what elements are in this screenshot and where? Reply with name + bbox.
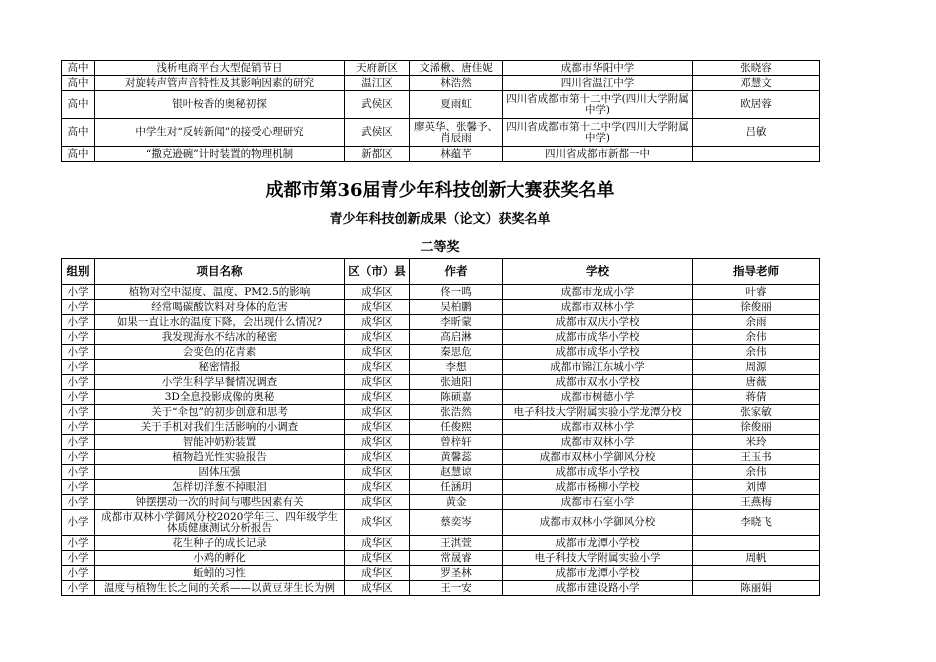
page-title: 成都市第36届青少年科技创新大赛获奖名单 [265, 180, 615, 201]
header-district: 区（市）县 [345, 259, 410, 285]
cell-teacher: 陈丽娟 [693, 581, 820, 596]
cell-teacher: 余伟 [693, 330, 820, 345]
second-prize-table [61, 258, 820, 596]
cell-author: 廖英华、张馨予、肖辰雨 [410, 119, 503, 147]
table-row [62, 390, 820, 405]
cell-district: 武侯区 [345, 119, 410, 147]
header-group: 组别 [62, 259, 95, 285]
cell-teacher: 张晓容 [693, 61, 820, 76]
table-row [62, 510, 820, 536]
cell-school: 成都市双林小学 [503, 300, 693, 315]
cell-project: 对旋转声管声音特性及其影响因素的研究 [95, 76, 345, 91]
cell-project: 智能冲奶粉装置 [95, 435, 345, 450]
cell-district: 成华区 [345, 345, 410, 360]
cell-project: 浅析电商平台大型促销节日 [95, 61, 345, 76]
cell-project: 中学生对“反转新闻”的接受心理研究 [95, 119, 345, 147]
cell-group: 高中 [62, 147, 95, 162]
cell-author: 黄馨蕊 [410, 450, 503, 465]
cell-group: 小学 [62, 465, 95, 480]
cell-project: 银叶桉香的奥秘初探 [95, 91, 345, 119]
cell-district: 成华区 [345, 315, 410, 330]
cell-school: 成都市石室小学 [503, 495, 693, 510]
cell-author: 张浩然 [410, 405, 503, 420]
table-row [62, 300, 820, 315]
cell-district: 成华区 [345, 510, 410, 536]
cell-teacher [693, 147, 820, 162]
cell-teacher: 叶睿 [693, 285, 820, 300]
cell-school: 成都市龙潭小学校 [503, 536, 693, 551]
cell-group: 高中 [62, 91, 95, 119]
cell-teacher: 余伟 [693, 345, 820, 360]
table-row [62, 495, 820, 510]
cell-project: 小鸡的孵化 [95, 551, 345, 566]
cell-district: 成华区 [345, 536, 410, 551]
cell-teacher: 邓慧文 [693, 76, 820, 91]
table-row [62, 420, 820, 435]
cell-school: 成都市龙潭小学校 [503, 566, 693, 581]
second-prize-table-body [62, 285, 820, 596]
cell-project: 钟摆摆动一次的时间与哪些因素有关 [95, 495, 345, 510]
cell-group: 小学 [62, 390, 95, 405]
cell-school: 成都市双林小学御风分校 [503, 450, 693, 465]
cell-author: 佟一鸣 [410, 285, 503, 300]
cell-district: 成华区 [345, 375, 410, 390]
cell-group: 小学 [62, 345, 95, 360]
cell-author: 罗圣林 [410, 566, 503, 581]
cell-district: 成华区 [345, 330, 410, 345]
cell-group: 小学 [62, 536, 95, 551]
cell-author: 林蕴芊 [410, 147, 503, 162]
cell-teacher: 余伟 [693, 465, 820, 480]
cell-project: 怎样切洋葱不掉眼泪 [95, 480, 345, 495]
cell-school: 成都市成华小学校 [503, 345, 693, 360]
cell-project: “撒克逊碗”计时装置的物理机制 [95, 147, 345, 162]
cell-author: 李想 [410, 360, 503, 375]
cell-author: 王一安 [410, 581, 503, 596]
cell-teacher [693, 536, 820, 551]
table-row [62, 480, 820, 495]
top-table-body [62, 61, 820, 162]
cell-school: 成都市杨柳小学校 [503, 480, 693, 495]
table-header-row [62, 259, 820, 285]
top-award-table [61, 60, 820, 162]
cell-author: 高启淋 [410, 330, 503, 345]
cell-author: 赵慧谅 [410, 465, 503, 480]
cell-group: 小学 [62, 581, 95, 596]
cell-group: 小学 [62, 480, 95, 495]
section-subtitle: 青少年科技创新成果（论文）获奖名单 [329, 212, 551, 227]
table-row [62, 91, 820, 119]
cell-group: 小学 [62, 551, 95, 566]
cell-author: 李昕蒙 [410, 315, 503, 330]
prize-level-heading: 二等奖 [420, 240, 460, 255]
cell-teacher: 周帆 [693, 551, 820, 566]
cell-district: 成华区 [345, 420, 410, 435]
cell-school: 四川省成都市新都一中 [503, 147, 693, 162]
cell-author: 文浠楸、唐佳妮 [410, 61, 503, 76]
cell-teacher: 周源 [693, 360, 820, 375]
cell-group: 小学 [62, 330, 95, 345]
cell-project: 3D全息投影成像的奥秘 [95, 390, 345, 405]
table-row [62, 61, 820, 76]
cell-school: 电子科技大学附属实验小学龙潭分校 [503, 405, 693, 420]
cell-school: 成都市建设路小学 [503, 581, 693, 596]
cell-group: 高中 [62, 61, 95, 76]
cell-district: 天府新区 [345, 61, 410, 76]
cell-district: 成华区 [345, 390, 410, 405]
cell-author: 曾梓轩 [410, 435, 503, 450]
cell-author: 任俊熙 [410, 420, 503, 435]
table-row [62, 147, 820, 162]
cell-district: 成华区 [345, 581, 410, 596]
table-row [62, 330, 820, 345]
cell-project: 经常喝碳酸饮料对身体的危害 [95, 300, 345, 315]
cell-group: 小学 [62, 495, 95, 510]
table-row [62, 551, 820, 566]
cell-project: 如果一直让水的温度下降，会出现什么情况? [95, 315, 345, 330]
cell-school: 成都市双林小学御风分校 [503, 510, 693, 536]
cell-group: 小学 [62, 405, 95, 420]
cell-school: 四川省成都市第十二中学(四川大学附属中学) [503, 119, 693, 147]
table-row [62, 315, 820, 330]
cell-group: 小学 [62, 375, 95, 390]
cell-district: 成华区 [345, 551, 410, 566]
cell-district: 成华区 [345, 480, 410, 495]
cell-teacher: 王燕梅 [693, 495, 820, 510]
cell-school: 成都市双林小学 [503, 420, 693, 435]
table-row [62, 285, 820, 300]
table-row [62, 119, 820, 147]
cell-district: 成华区 [345, 465, 410, 480]
table-row [62, 566, 820, 581]
cell-school: 成都市成华小学校 [503, 465, 693, 480]
cell-author: 黄金 [410, 495, 503, 510]
cell-district: 武侯区 [345, 91, 410, 119]
cell-group: 小学 [62, 300, 95, 315]
cell-project: 花生种子的成长记录 [95, 536, 345, 551]
table-row [62, 360, 820, 375]
cell-teacher: 张家敏 [693, 405, 820, 420]
cell-author: 常晟睿 [410, 551, 503, 566]
cell-group: 小学 [62, 435, 95, 450]
cell-author: 蔡奕岑 [410, 510, 503, 536]
cell-group: 高中 [62, 76, 95, 91]
cell-school: 成都市华阳中学 [503, 61, 693, 76]
cell-teacher [693, 566, 820, 581]
cell-group: 小学 [62, 566, 95, 581]
cell-author: 吴柏鹏 [410, 300, 503, 315]
cell-project: 关于“伞包”的初步创意和思考 [95, 405, 345, 420]
cell-school: 成都市成华小学校 [503, 330, 693, 345]
cell-project: 我发现海水不结冰的秘密 [95, 330, 345, 345]
cell-group: 小学 [62, 315, 95, 330]
table-row [62, 536, 820, 551]
cell-district: 成华区 [345, 285, 410, 300]
cell-teacher: 李晓飞 [693, 510, 820, 536]
cell-school: 四川省成都市第十二中学(四川大学附属中学) [503, 91, 693, 119]
cell-teacher: 刘博 [693, 480, 820, 495]
cell-project: 小学生科学早餐情况调查 [95, 375, 345, 390]
cell-author: 王淇萱 [410, 536, 503, 551]
cell-school: 成都市双庆小学校 [503, 315, 693, 330]
cell-teacher: 蒋倩 [693, 390, 820, 405]
cell-school: 成都市锦江东城小学 [503, 360, 693, 375]
cell-project: 固体压强 [95, 465, 345, 480]
cell-project: 会变色的花青素 [95, 345, 345, 360]
cell-teacher: 余雨 [693, 315, 820, 330]
cell-teacher: 吕敏 [693, 119, 820, 147]
cell-group: 小学 [62, 420, 95, 435]
cell-teacher: 王玉书 [693, 450, 820, 465]
cell-teacher: 米玲 [693, 435, 820, 450]
cell-district: 温江区 [345, 76, 410, 91]
cell-project: 秘密情报 [95, 360, 345, 375]
cell-author: 陈硕嘉 [410, 390, 503, 405]
cell-project: 植物对空中湿度、温度、PM2.5的影响 [95, 285, 345, 300]
cell-teacher: 唐薇 [693, 375, 820, 390]
cell-project: 成都市双林小学御风分校2020学年三、四年级学生体质健康测试分析报告 [95, 510, 345, 536]
cell-district: 成华区 [345, 566, 410, 581]
cell-school: 成都市树德小学 [503, 390, 693, 405]
cell-author: 林浩然 [410, 76, 503, 91]
table-row [62, 76, 820, 91]
cell-school: 成都市双林小学 [503, 435, 693, 450]
cell-project: 植物趋光性实验报告 [95, 450, 345, 465]
cell-school: 四川省温江中学 [503, 76, 693, 91]
cell-author: 任涵玥 [410, 480, 503, 495]
cell-author: 秦思危 [410, 345, 503, 360]
table-row [62, 375, 820, 390]
cell-school: 成都市双水小学校 [503, 375, 693, 390]
cell-district: 成华区 [345, 360, 410, 375]
cell-author: 夏雨虹 [410, 91, 503, 119]
cell-group: 小学 [62, 450, 95, 465]
table-row [62, 450, 820, 465]
cell-project: 温度与植物生长之间的关系——以黄豆芽生长为例 [95, 581, 345, 596]
table-row [62, 581, 820, 596]
header-project: 项目名称 [95, 259, 345, 285]
cell-group: 高中 [62, 119, 95, 147]
cell-group: 小学 [62, 510, 95, 536]
cell-district: 成华区 [345, 435, 410, 450]
cell-project: 关于手机对我们生活影响的小调查 [95, 420, 345, 435]
cell-district: 成华区 [345, 495, 410, 510]
cell-group: 小学 [62, 285, 95, 300]
cell-author: 张迪阳 [410, 375, 503, 390]
table-row [62, 405, 820, 420]
cell-teacher: 徐俊丽 [693, 300, 820, 315]
cell-district: 成华区 [345, 405, 410, 420]
cell-district: 新都区 [345, 147, 410, 162]
cell-district: 成华区 [345, 450, 410, 465]
header-author: 作者 [410, 259, 503, 285]
table-row [62, 435, 820, 450]
cell-district: 成华区 [345, 300, 410, 315]
cell-teacher: 欧居蓉 [693, 91, 820, 119]
table-row [62, 465, 820, 480]
header-teacher: 指导老师 [693, 259, 820, 285]
cell-group: 小学 [62, 360, 95, 375]
cell-project: 蚯蚓的习性 [95, 566, 345, 581]
cell-school: 电子科技大学附属实验小学 [503, 551, 693, 566]
cell-teacher: 徐俊丽 [693, 420, 820, 435]
header-school: 学校 [503, 259, 693, 285]
cell-school: 成都市龙成小学 [503, 285, 693, 300]
table-row [62, 345, 820, 360]
